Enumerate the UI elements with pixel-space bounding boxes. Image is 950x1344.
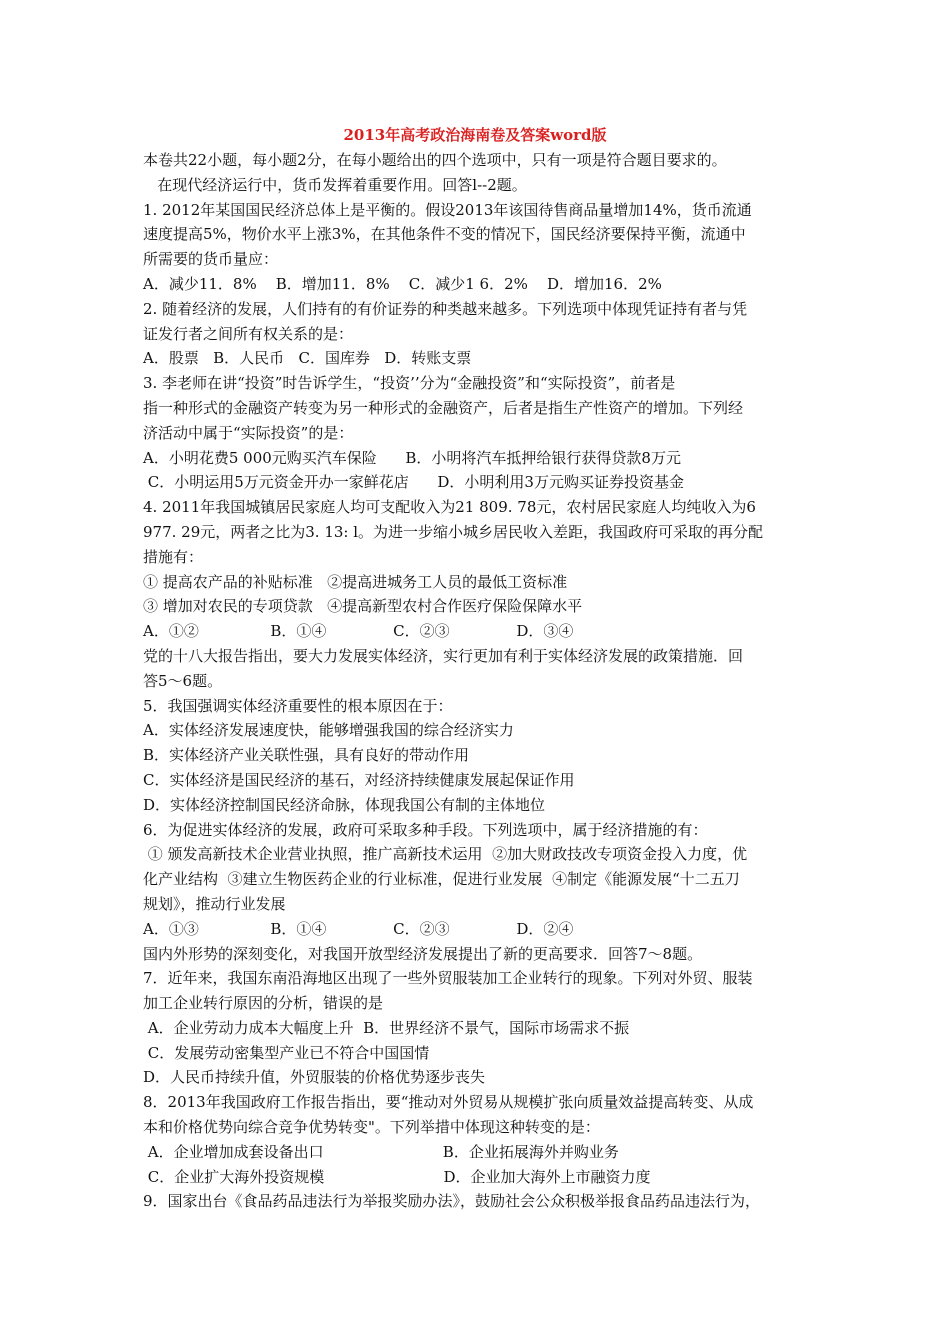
text-line: 化产业结构 ③建立生物医药企业的行业标准，促进行业发展 ④制定《能源发展“十二五刀 xyxy=(143,870,740,889)
text-line: 2. 随着经济的发展，人们持有的有价证券的种类越来越多。下列选项中体现凭证持有者与凭 xyxy=(143,299,748,318)
text-line: 977. 29元，两者之比为3. 13: l。为进一步缩小城乡居民收入差距，我国政府可采取的再分配 xyxy=(143,522,764,541)
text-line: A．①③ B．①④ C．②③ D．②④ xyxy=(143,919,574,938)
text-line: 9．国家出台《食品药品违法行为举报奖励办法》，鼓励社会公众积极举报食品药品违法行为， xyxy=(143,1192,761,1211)
text-line: C．企业扩大海外投资规模 D．企业加大海外上市融资力度 xyxy=(143,1167,651,1186)
text-line: 加工企业转行原因的分析，错误的是 xyxy=(143,994,384,1013)
text-line: 证发行者之间所有权关系的是： xyxy=(143,324,354,343)
text-line: D．实体经济控制国民经济命脉，体现我国公有制的主体地位 xyxy=(143,795,546,814)
text-line: C．实体经济是国民经济的基石，对经济持续健康发展起保证作用 xyxy=(143,770,575,789)
text-line: A．①② B．①④ C．②③ D．③④ xyxy=(143,622,574,641)
text-line: A．减少11．8% B．增加11．8% C．减少1 6．2% D．增加16．2% xyxy=(143,274,662,293)
text-line: 7．近年来，我国东南沿海地区出现了一些外贸服装加工企业转行的现象。下列对外贸、服装 xyxy=(143,969,753,988)
text-line: C．小明运用5万元资金开办一家鲜花店 D．小明利用3万元购买证券投资基金 xyxy=(143,473,684,492)
text-line: 所需要的货币量应： xyxy=(143,250,279,269)
text-line: 在现代经济运行中，货币发挥着重要作用。回答l--2题。 xyxy=(143,175,527,194)
text-line: 本卷共22小题，每小题2分，在每小题给出的四个选项中，只有一项是符合题目要求的。 xyxy=(143,151,727,169)
text-line: A．实体经济发展速度快，能够增强我国的综合经济实力 xyxy=(143,721,514,740)
text-line: C．发展劳动密集型产业已不符合中国国情 xyxy=(143,1043,430,1062)
text-line: 济活动中属于“实际投资”的是： xyxy=(143,423,354,442)
text-line: 5．我国强调实体经济重要性的根本原因在于： xyxy=(143,696,453,715)
document-title: 2013年高考政治海南卷及答案word版 xyxy=(343,126,607,144)
document-body xyxy=(143,148,813,1214)
text-line: D．人民币持续升值，外贸服装的价格优势逐步丧失 xyxy=(143,1068,486,1087)
text-line: B．实体经济产业关联性强，具有良好的带动作用 xyxy=(143,746,470,765)
text-line: A．企业增加成套设备出口 B．企业拓展海外并购业务 xyxy=(143,1142,619,1161)
text-line: 1. 2012年某国国民经济总体上是平衡的。假设2013年该国待售商品量增加14%，货币流通 xyxy=(143,200,752,219)
text-line: ③ 增加对农民的专项贷款 ④提高新型农村合作医疗保险保障水平 xyxy=(143,597,583,616)
text-line: A．企业劳动力成本大幅度上升 B．世界经济不景气，国际市场需求不振 xyxy=(143,1018,630,1037)
text-line: ① 提高农产品的补贴标准 ②提高进城务工人员的最低工资标准 xyxy=(143,572,568,591)
text-line: ① 颁发高新技术企业营业执照，推广高新技术运用 ②加大财政技改专项资金投入力度，优 xyxy=(143,845,748,864)
text-line: 4. 2011年我国城镇居民家庭人均可支配收入为21 809. 78元，农村居民家庭人均纯收入为6 xyxy=(143,498,756,517)
text-line: A．小明花费5 000元购买汽车保险 B．小明将汽车抵押给银行获得贷款8万元 xyxy=(143,448,681,467)
text-line: 8．2013年我国政府工作报告指出，要“推动对外贸易从规模扩张向质量效益提高转变、从成 xyxy=(143,1093,754,1112)
text-line: 规划》，推动行业发展 xyxy=(143,894,286,913)
text-line: A．股票 B．人民币 C．国库券 D．转账支票 xyxy=(143,349,472,368)
text-line: 措施有： xyxy=(143,547,204,566)
text-line: 党的十八大报告指出，要大力发展实体经济，实行更加有利于实体经济发展的政策措施．回 xyxy=(143,646,744,665)
text-line: 3. 李老师在讲“投资”时告诉学生，“投资’’分为“金融投资”和“实际投资”，前者是 xyxy=(143,374,676,393)
text-line: 国内外形势的深刻变化，对我国开放型经济发展提出了新的更高要求．回答7～8题。 xyxy=(143,944,703,963)
text-line: 答5～6题。 xyxy=(143,671,223,690)
text-line: 速度提高5%，物价水平上涨3%，在其他条件不变的情况下，国民经济要保持平衡，流通中 xyxy=(143,225,746,244)
text-line: 指一种形式的金融资产转变为另一种形式的金融资产，后者是指生产性资产的增加。下列经 xyxy=(143,398,744,417)
text-line: 本和价格优势向综合竞争优势转变"。下列举措中体现这种转变的是： xyxy=(143,1118,600,1137)
text-line: 6．为促进实体经济的发展，政府可采取多种手段。下列选项中，属于经济措施的有： xyxy=(143,820,708,839)
